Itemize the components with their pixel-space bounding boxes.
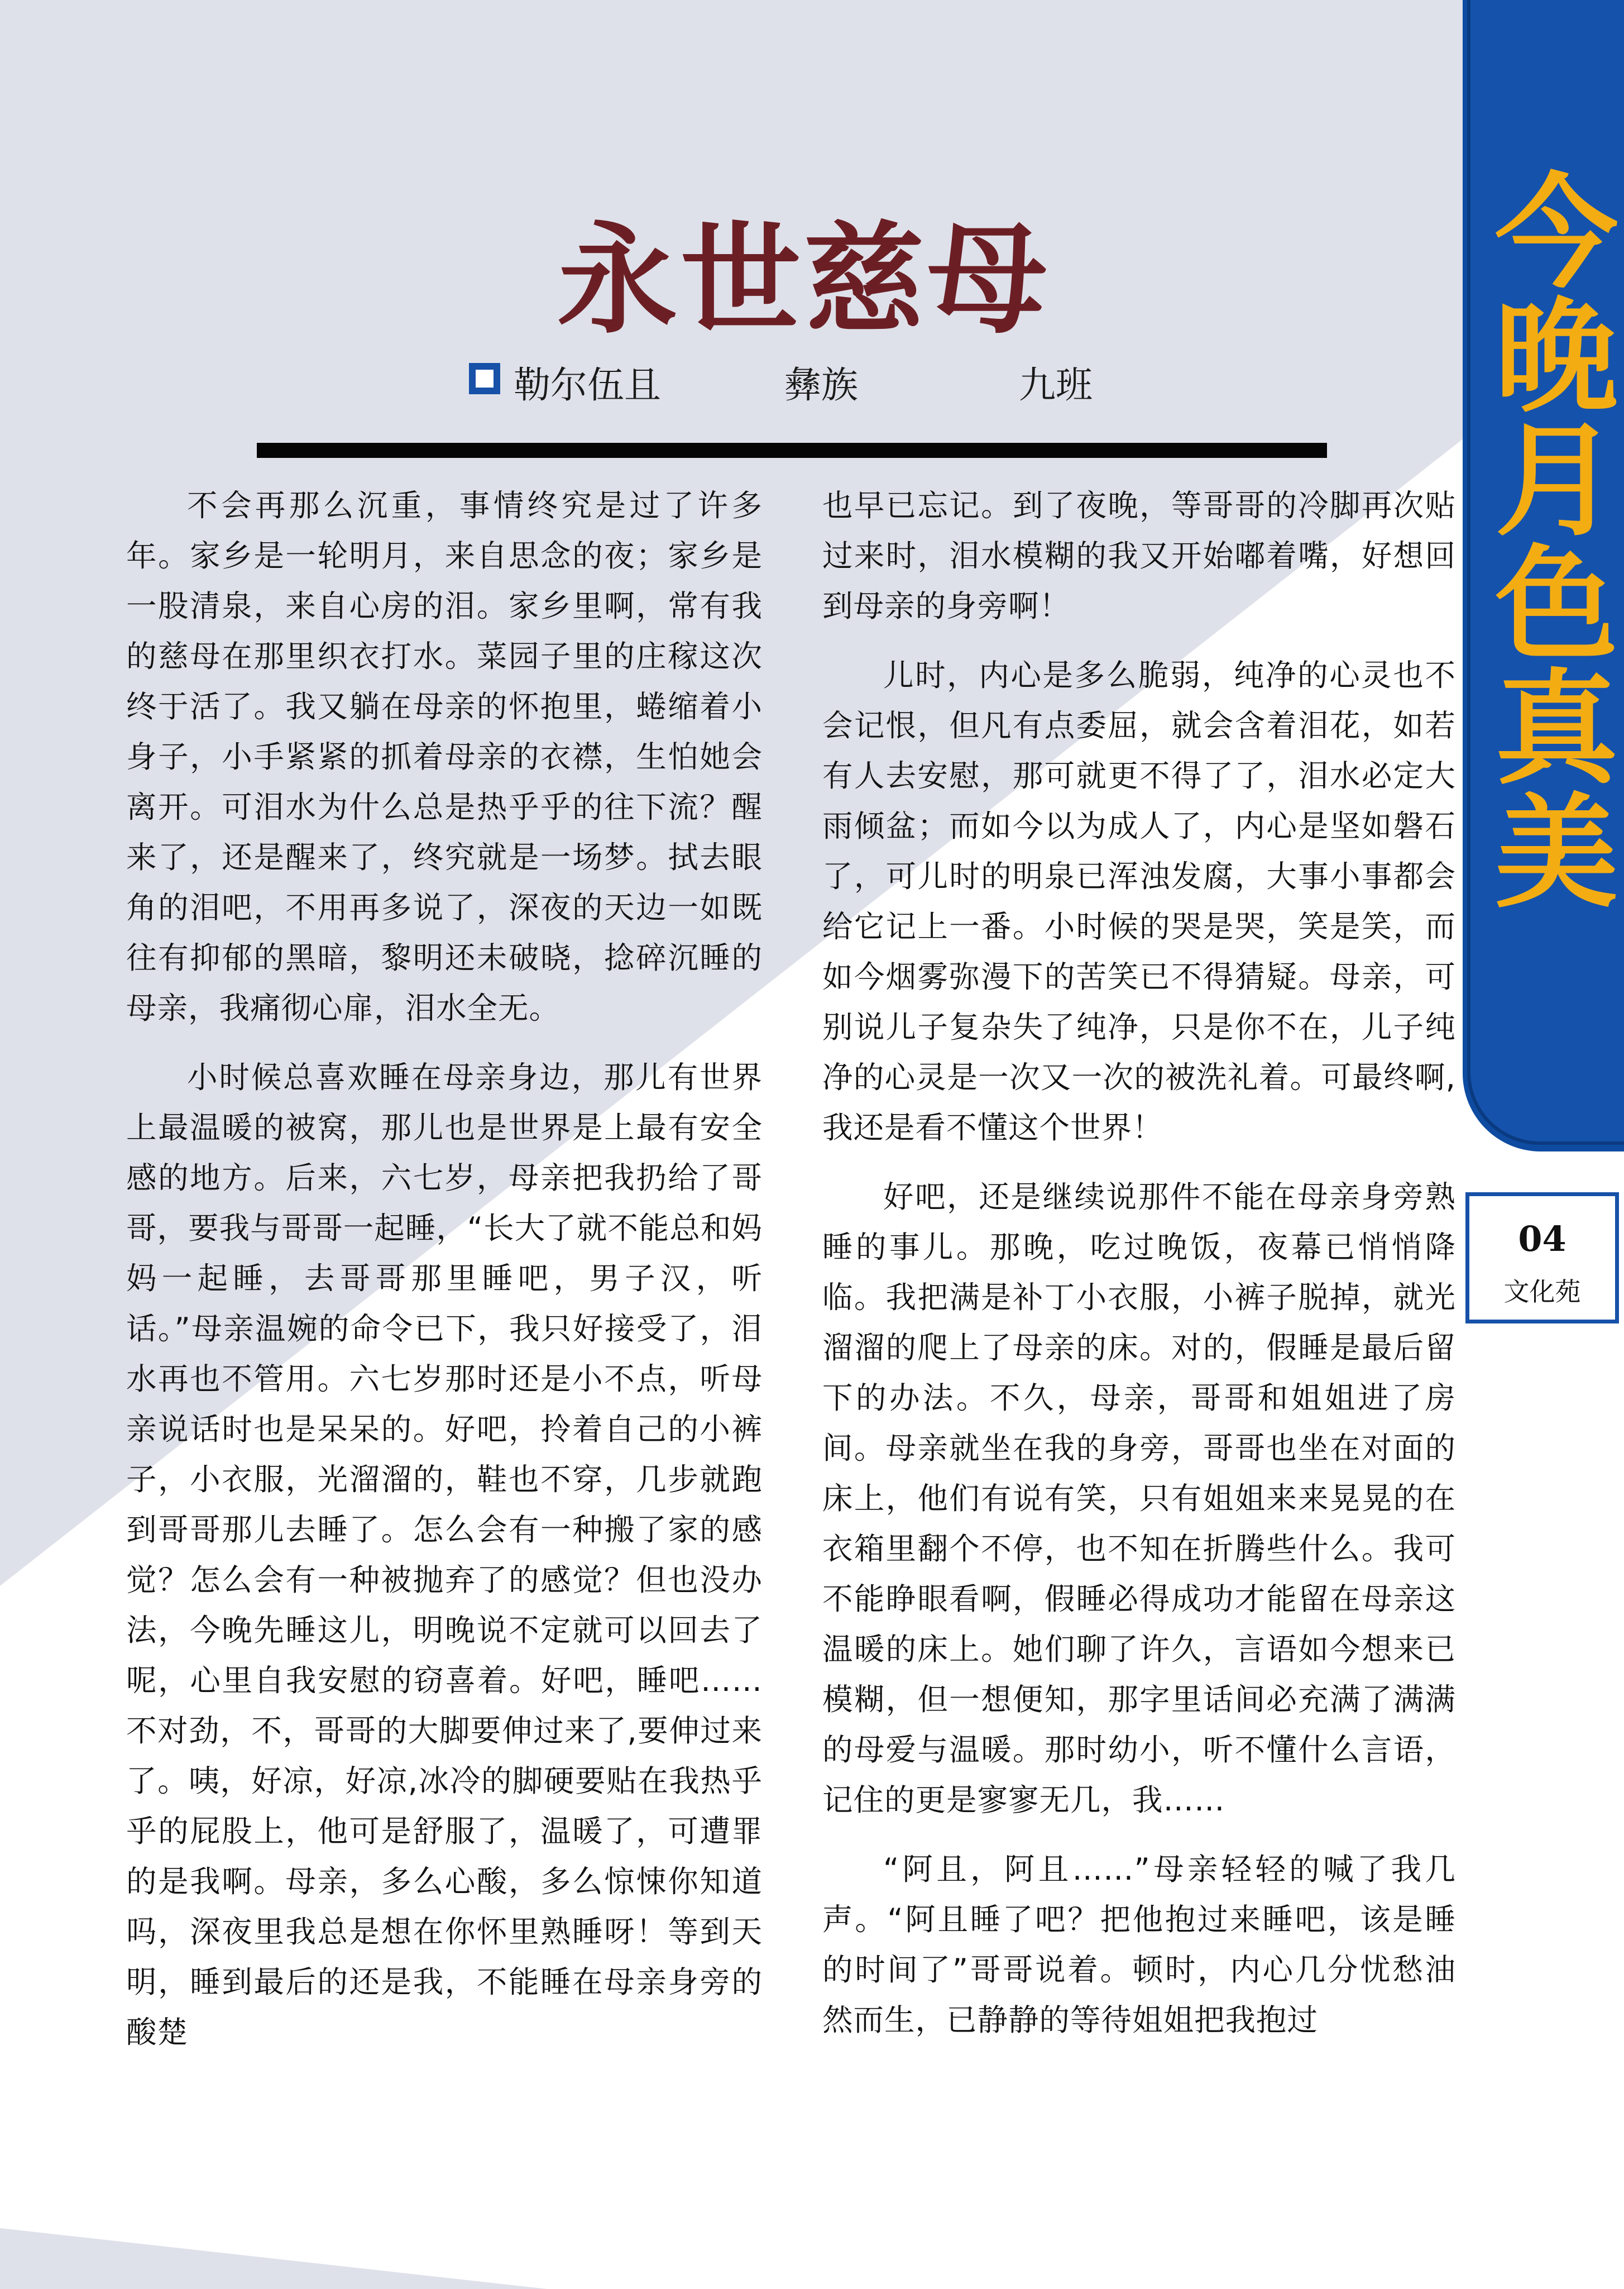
article-column-right: [822, 480, 1456, 2064]
paragraph: 儿时，内心是多么脆弱，纯净的心灵也不会记恨，但凡有点委屈，就会含着泪花，如若有人去安慰，那可就更不得了了，泪水必定大雨倾盆；而如今以为成人了，内心是坚如磐石了，可儿时的明泉已浑浊发腐，大事小事都会给它记上一番。小时候的哭是哭，笑是笑，而如今烟雾弥漫下的苦笑已不得猜疑。母亲，可别说儿子复杂失了纯净，只是你不在，儿子纯净的心灵是一次又一次的被洗礼着。可最终啊,我还是看不懂这个世界！: [822, 657, 1456, 1145]
paragraph: 小时候总喜欢睡在母亲身边，那儿有世界上最温暖的被窝，那儿也是世界是上最有安全感的地方。后来，六七岁，母亲把我扔给了哥哥，要我与哥哥一起睡，“长大了就不能总和妈妈一起睡，去哥哥那里睡吧，男子汉，听话。”母亲温婉的命令已下，我只好接受了，泪水再也不管用。六七岁那时还是小不点，听母亲说话时也是呆呆的。好吧，拎着自己的小裤子，小衣服，光溜溜的，鞋也不穿，几步就跑到哥哥那儿去睡了。怎么会有一种搬了家的感觉？怎么会有一种被抛弃了的感觉？但也没办法，今晚先睡这儿，明晚说不定就可以回去了呢，心里自我安慰的窃喜着。好吧，睡吧……不对劲，不，哥哥的大脚要伸过来了,要伸过来了。咦，好凉，好凉,冰冷的脚硬要贴在我热乎乎的屁股上，他可是舒服了，温暖了，可遭罪的是我啊。母亲，多么心酸，多么惊悚你知道吗，深夜里我总是想在你怀里熟睡呀！等到天明，睡到最后的还是我，不能睡在母亲身旁的酸楚: [126, 1059, 763, 2050]
author-ethnicity: 彝族: [784, 364, 858, 407]
article-title: 永世慈母: [557, 209, 1051, 350]
article-column-left: [126, 480, 763, 2076]
author-name: 勒尔伍且: [514, 364, 661, 407]
paragraph: 也早已忘记。到了夜晚，等哥哥的冷脚再次贴过来时，泪水模糊的我又开始嘟着嘴，好想回到母亲的身旁啊！: [822, 488, 1456, 624]
byline: [469, 352, 1139, 408]
paragraph: 不会再那么沉重，事情终究是过了许多年。家乡是一轮明月，来自思念的夜；家乡是一股清泉，来自心房的泪。家乡里啊，常有我的慈母在那里织衣打水。菜园子里的庄稼这次终于活了。我又躺在母亲的怀抱里，蜷缩着小身子，小手紧紧的抓着母亲的衣襟，生怕她会离开。可泪水为什么总是热乎乎的往下流？醒来了，还是醒来了，终究就是一场梦。拭去眼角的泪吧，不用再多说了，深夜的天边一如既往有抑郁的黑暗，黎明还未破晓，捻碎沉睡的母亲，我痛彻心扉，泪水全无。: [126, 488, 763, 1026]
page-number: 04: [1518, 1218, 1566, 1259]
title-divider: [257, 443, 1327, 458]
section-name: 文化苑: [1503, 1277, 1581, 1307]
paragraph: 好吧，还是继续说那件不能在母亲身旁熟睡的事儿。那晚，吃过晚饭，夜幕已悄悄降临。我把满是补丁小衣服，小裤子脱掉，就光溜溜的爬上了母亲的床。对的，假睡是最后留下的办法。不久，母亲，哥哥和姐姐进了房间。母亲就坐在我的身旁，哥哥也坐在对面的床上，他们有说有笑，只有姐姐来来晃晃的在衣箱里翻个不停，也不知在折腾些什么。我可不能睁眼看啊，假睡必得成功才能留在母亲这温暖的床上。她们聊了许久，言语如今想来已模糊，但一想便知，那字里话间必充满了满满的母爱与温暖。那时幼小，听不懂什么言语，记住的更是寥寥无几，我……: [822, 1179, 1456, 1818]
paragraph: “阿且，阿且……”母亲轻轻的喊了我几声。“阿且睡了吧？把他抱过来睡吧，该是睡的时间了”哥哥说着。顿时，内心几分忧愁油然而生，已静静的等待姐姐把我抱过: [822, 1851, 1456, 2038]
author-class: 九班: [1019, 364, 1093, 407]
page-number-box: [1465, 1192, 1619, 1323]
side-tab-title: 今晚月色真美: [1474, 168, 1619, 911]
square-bullet-icon: [469, 363, 500, 394]
